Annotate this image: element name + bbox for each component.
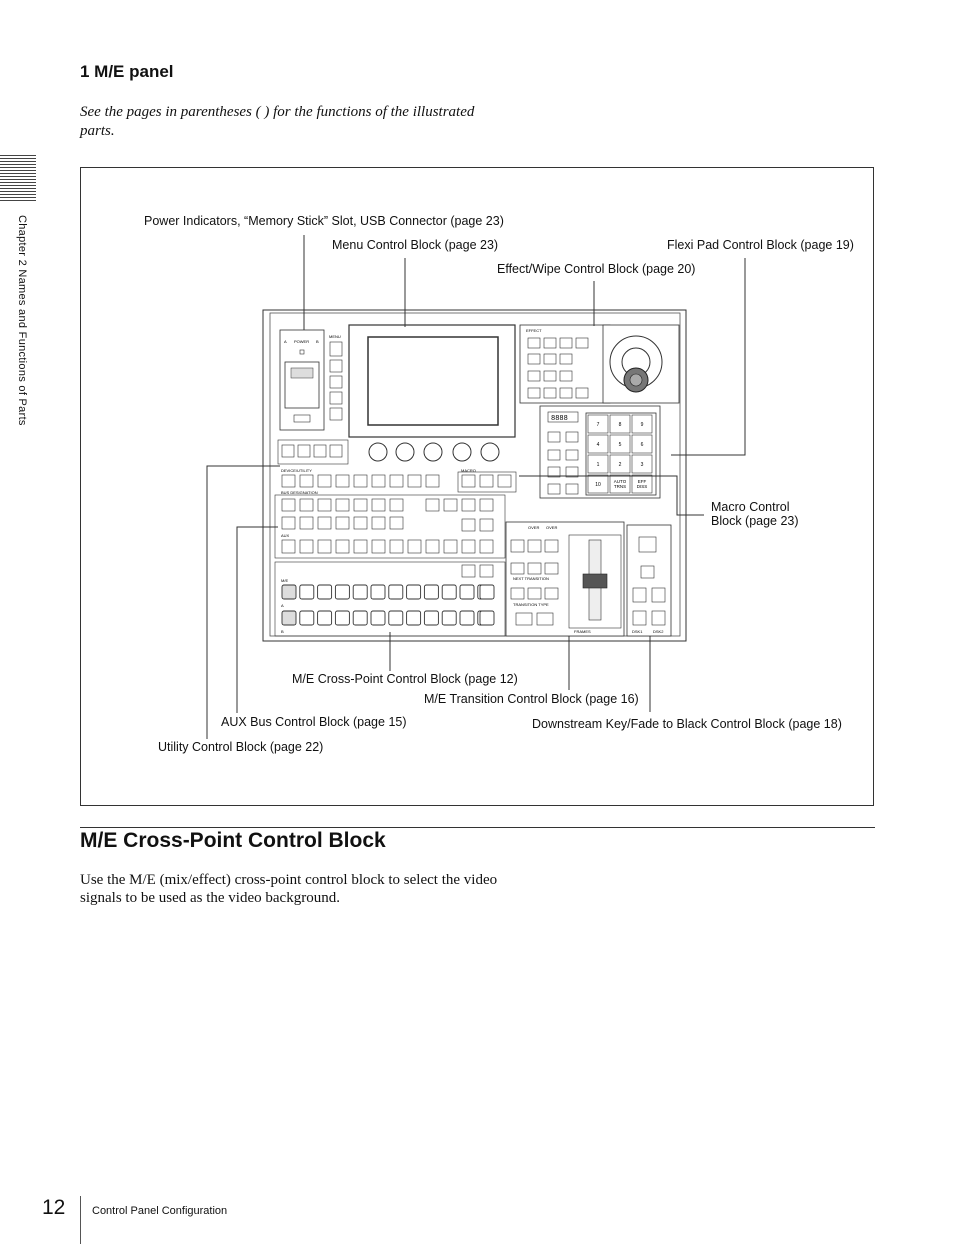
keypad-key-label: 9 <box>640 422 644 428</box>
power-label: POWER <box>294 339 310 344</box>
dsk2-label: DSK2 <box>653 629 664 634</box>
me-crosspoint-button <box>300 611 314 625</box>
me-crosspoint-button <box>460 585 474 599</box>
section-divider <box>80 827 875 828</box>
device-utility-label: DEVICE/UTILITY <box>281 468 312 473</box>
callout-macro-1: Macro Control <box>711 500 790 514</box>
keypad-key-label: 1 <box>596 462 600 468</box>
keypad-key-label: 7 <box>596 422 600 428</box>
me-shift-button <box>480 585 494 599</box>
block-description: Use the M/E (mix/effect) cross-point control block to select the video signals to be used as the video background. <box>80 872 498 906</box>
me-crosspoint-button <box>318 585 332 599</box>
me-crosspoint-button <box>353 611 367 625</box>
me-crosspoint-button <box>442 611 456 625</box>
chapter-side-label: Chapter 2 Names and Functions of Parts <box>16 215 28 426</box>
transition-type-label: TRANSITION TYPE <box>513 602 549 607</box>
section-intro: See the pages in parentheses ( ) for the functions of the illustrated parts. <box>80 104 475 139</box>
callout-power: Power Indicators, “Memory Stick” Slot, USB Connector (page 23) <box>144 214 504 228</box>
me-crosspoint-button <box>353 585 367 599</box>
me-crosspoint-button <box>424 611 438 625</box>
macro-label: MACRO <box>461 468 476 473</box>
me-crosspoint-button <box>389 611 403 625</box>
keypad-key-label: 3 <box>640 462 644 468</box>
aux-label: AUX <box>281 533 290 538</box>
callout-effect-wipe: Effect/Wipe Control Block (page 20) <box>497 262 696 276</box>
power-a-label: A <box>284 339 287 344</box>
over-2-label: OVER <box>546 525 558 530</box>
callout-macro-2: Block (page 23) <box>711 514 799 528</box>
block-heading: M/E Cross-Point Control Block <box>80 829 386 852</box>
section-title: 1 M/E panel <box>80 62 174 81</box>
keypad-key-label: AUTO <box>613 479 627 484</box>
frames-label: FRAMES <box>574 629 591 634</box>
me-crosspoint-button <box>371 585 385 599</box>
over-1-label: OVER <box>528 525 540 530</box>
menu-label: MENU <box>329 334 341 339</box>
keypad-key-label: 6 <box>640 442 644 448</box>
keypad-key-label: 10 <box>595 482 601 488</box>
me-crosspoint-button <box>335 585 349 599</box>
bus-designation-label: BUS DESIGNATION <box>281 490 318 495</box>
me-label: M/E <box>281 578 289 583</box>
keypad-key-label: 4 <box>596 442 600 448</box>
callout-me-transition: M/E Transition Control Block (page 16) <box>424 692 639 706</box>
callout-flexi-pad: Flexi Pad Control Block (page 19) <box>667 238 854 252</box>
keypad-key-label: EFF <box>637 479 647 484</box>
me-crosspoint-button <box>282 585 296 599</box>
callout-aux-bus: AUX Bus Control Block (page 15) <box>221 715 407 729</box>
me-crosspoint-button <box>424 585 438 599</box>
effect-label: EFFECT <box>526 328 542 333</box>
row-a-label: A <box>281 603 284 608</box>
page-number: 12 <box>42 1196 66 1219</box>
keypad-key-label: 5 <box>618 442 622 448</box>
me-crosspoint-button <box>282 611 296 625</box>
row-b-label: B <box>281 629 284 634</box>
keypad-key-label: DISS <box>636 484 648 489</box>
me-crosspoint-button <box>389 585 403 599</box>
me-crosspoint-button <box>335 611 349 625</box>
me-crosspoint-button <box>442 585 456 599</box>
me-crosspoint-button <box>371 611 385 625</box>
callout-downstream-key: Downstream Key/Fade to Black Control Block (page 18) <box>532 717 842 731</box>
callout-menu: Menu Control Block (page 23) <box>332 238 499 252</box>
footer-divider <box>80 1196 81 1244</box>
me-crosspoint-button <box>407 611 421 625</box>
keypad-key-label: 8 <box>618 422 622 428</box>
svg-text:8888: 8888 <box>551 415 568 423</box>
callout-me-cross-point: M/E Cross-Point Control Block (page 12) <box>292 672 518 686</box>
next-transition-label: NEXT TRANSITION <box>513 576 549 581</box>
keypad-key-label: 2 <box>618 462 622 468</box>
keypad-key-label: TRNS <box>613 484 627 489</box>
me-crosspoint-button <box>300 585 314 599</box>
footer-title: Control Panel Configuration <box>92 1205 228 1217</box>
me-crosspoint-button <box>407 585 421 599</box>
dsk1-label: DSK1 <box>632 629 643 634</box>
power-b-label: B <box>316 339 319 344</box>
me-shift-button <box>480 611 494 625</box>
callout-utility: Utility Control Block (page 22) <box>158 740 324 754</box>
me-crosspoint-button <box>318 611 332 625</box>
me-crosspoint-button <box>460 611 474 625</box>
